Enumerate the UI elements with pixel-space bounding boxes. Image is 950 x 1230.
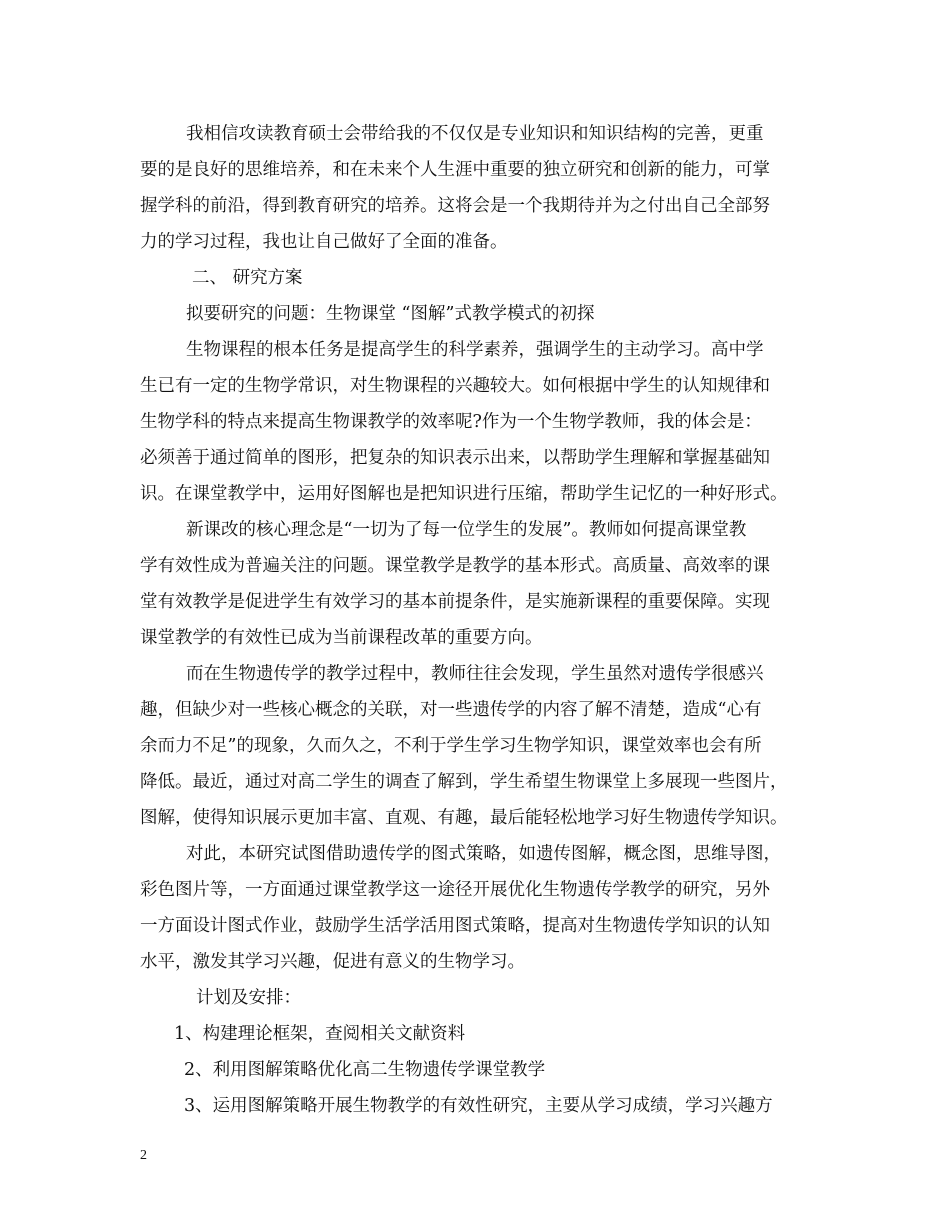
research-question: 拟要研究的问题：生物课堂 “图解”式教学模式的初探 (186, 304, 595, 324)
text-line: 而在生物遗传学的教学过程中，教师往往会发现，学生虽然对遗传学很感兴 (186, 664, 764, 684)
text-line: 水平，激发其学习兴趣，促进有意义的生物学习。 (140, 952, 525, 972)
text-line: 生已有一定的生物学常识，对生物课程的兴趣较大。如何根据中学生的认知规律和 (140, 376, 770, 396)
text-line: 一方面设计图式作业，鼓励学生活学活用图式策略，提高对生物遗传学知识的认知 (140, 916, 770, 936)
text-line: 生物学科的特点来提高生物课教学的效率呢?作为一个生物学教师，我的体会是： (140, 412, 762, 432)
text-line: 堂有效教学是促进学生有效学习的基本前提条件，是实施新课程的重要保障。实现 (140, 592, 770, 612)
plan-item: 3、运用图解策略开展生物教学的有效性研究，主要从学习成绩，学习兴趣方 (184, 1096, 773, 1116)
plan-heading: 计划及安排： (196, 988, 301, 1008)
page-number: 2 (140, 1148, 147, 1163)
paragraph-research-approach (140, 836, 825, 980)
paragraph-motivation (140, 116, 825, 260)
text-line: 彩色图片等，一方面通过课堂教学这一途径开展优化生物遗传学教学的研究，另外 (140, 880, 770, 900)
plan-item: 2、利用图解策略优化高二生物遗传学课堂教学 (184, 1060, 546, 1080)
text-line: 必须善于通过简单的图形，把复杂的知识表示出来，以帮助学生理解和掌握基础知 (140, 448, 770, 468)
text-line: 新课改的核心理念是“一切为了每一位学生的发展”。教师如何提高课堂教 (186, 520, 747, 540)
plan-item: 1、构建理论框架，查阅相关文献资料 (174, 1024, 466, 1044)
paragraph-background (140, 332, 825, 512)
text-line: 学有效性成为普遍关注的问题。课堂教学是教学的基本形式。高质量、高效率的课 (140, 556, 770, 576)
text-line: 课堂教学的有效性已成为当前课程改革的重要方向。 (140, 628, 543, 648)
text-line: 余而力不足”的现象，久而久之，不利于学生学习生物学知识，课堂效率也会有所 (140, 736, 762, 756)
text-line: 生物课程的根本任务是提高学生的科学素养，强调学生的主动学习。高中学 (186, 340, 764, 360)
text-line: 力的学习过程，我也让自己做好了全面的准备。 (140, 232, 508, 252)
text-line: 图解，使得知识展示更加丰富、直观、有趣，最后能轻松地学习好生物遗传学知识。 (140, 808, 788, 828)
text-line: 降低。最近，通过对高二学生的调查了解到，学生希望生物课堂上多展现一些图片， (140, 772, 788, 792)
section-heading: 二、 研究方案 (192, 268, 303, 288)
text-line: 趣，但缺少对一些核心概念的关联，对一些遗传学的内容了解不清楚，造成“心有 (140, 700, 762, 720)
text-line: 识。在课堂教学中，运用好图解也是把知识进行压缩，帮助学生记忆的一种好形式。 (140, 484, 788, 504)
paragraph-genetics-teaching (140, 656, 825, 836)
paragraph-reform (140, 512, 825, 656)
text-line: 要的是良好的思维培养，和在未来个人生涯中重要的独立研究和创新的能力，可掌 (140, 160, 770, 180)
text-line: 我相信攻读教育硕士会带给我的不仅仅是专业知识和知识结构的完善，更重 (186, 124, 764, 144)
text-line: 对此，本研究试图借助遗传学的图式策略，如遗传图解，概念图，思维导图， (186, 844, 781, 864)
text-line: 握学科的前沿，得到教育研究的培养。这将会是一个我期待并为之付出自己全部努 (140, 196, 770, 216)
